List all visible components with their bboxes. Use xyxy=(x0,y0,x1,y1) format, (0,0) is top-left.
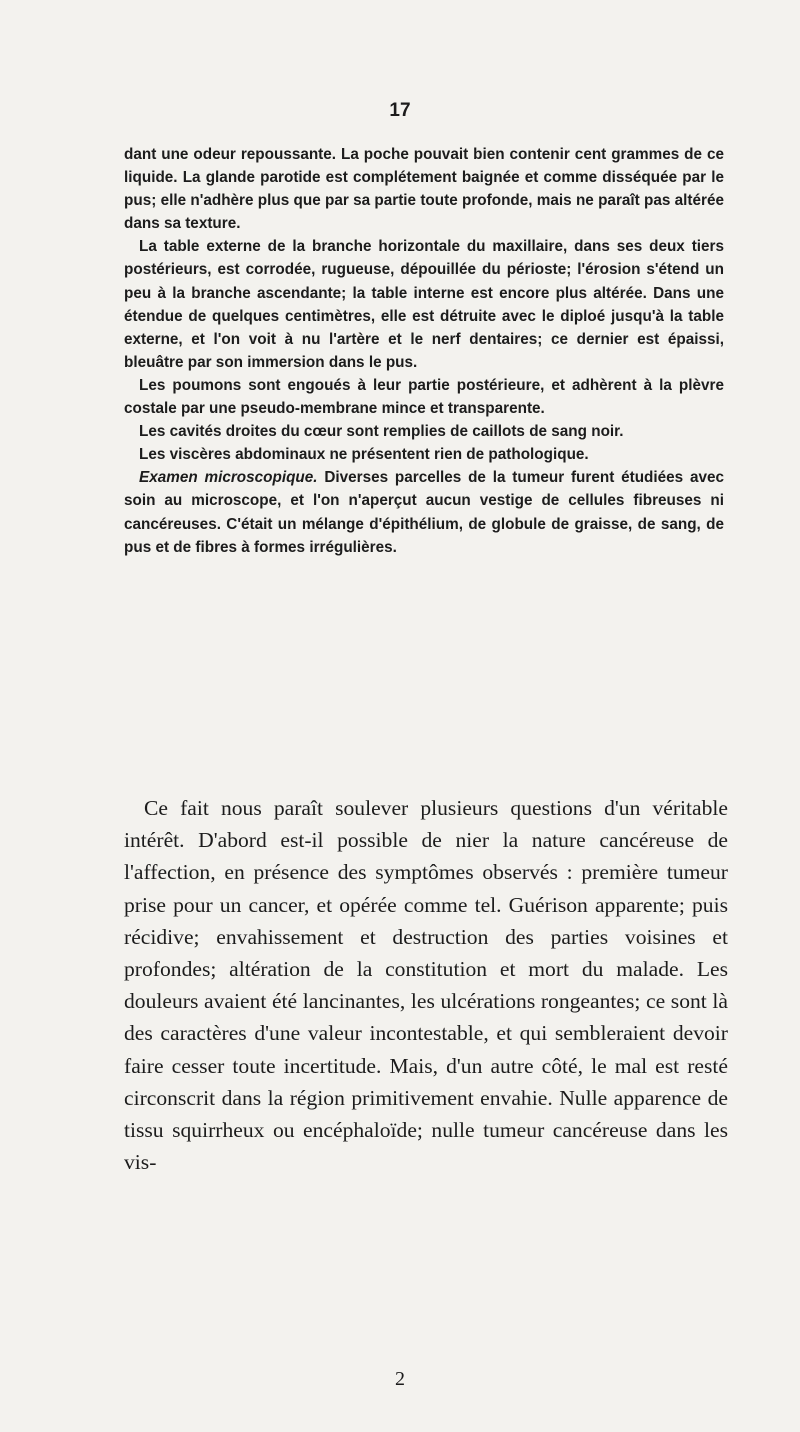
case-report-text xyxy=(124,143,724,559)
paragraph-microscopic-exam xyxy=(124,466,724,558)
page-number: 17 xyxy=(389,100,411,121)
microscopic-exam-heading: Examen microscopique. xyxy=(139,469,318,487)
paragraph-abdomen: Les viscères abdominaux ne présentent rien de pathologique. xyxy=(139,446,589,464)
signature-mark: 2 xyxy=(395,1368,405,1390)
paragraph-lungs: Les poumons sont engoués à leur partie postérieure, et adhèrent à la plèvre costale par une pseudo-membrane mince et transparente. xyxy=(124,376,724,418)
paragraph-liquid-parotid: dant une odeur repoussante. La poche pouvait bien contenir cent grammes de ce liquide. La glande parotide est complétement baignée et comme disséquée par le pus; elle n'adhère plus que par sa partie toute profonde, mais ne paraît pas altérée dans sa texture. xyxy=(124,146,724,233)
discussion-text xyxy=(124,792,728,1178)
paragraph-discussion: Ce fait nous paraît soulever plusieurs questions d'un véritable intérêt. D'abord est-il possible de nier la nature cancéreuse de l'affection, en présence des symptômes observés : première tumeur prise pour un cancer, et opérée comme tel. Guérison apparente; puis récidive; envahissement et destruction des parties voisines et profondes; altération de la constitution et mort du malade. Les douleurs avaient été lancinantes, les ulcérations rongeantes; ce sont là des caractères d'une valeur incontestable, et qui sembleraient devoir faire cesser toute incertitude. Mais, d'un autre côté, le mal est resté circonscrit dans la région primitivement envahie. Nulle apparence de tissu squirrheux ou encéphaloïde; nulle tumeur cancéreuse dans les vis- xyxy=(124,796,728,1175)
paragraph-heart: Les cavités droites du cœur sont remplies de caillots de sang noir. xyxy=(139,423,624,441)
microscopic-exam-body: Diverses parcelles de la tumeur furent étudiées avec soin au microscope, et l'on n'aperçut aucun vestige de cellules fibreuses ni cancéreuses. C'était un mélange d'épithélium, de globule de graisse, de sang, de pus et de fibres à formes irrégulières. xyxy=(124,469,724,556)
paragraph-maxillary-bone: La table externe de la branche horizontale du maxillaire, dans ses deux tiers postérieurs, est corrodée, rugueuse, dépouillée du périoste; l'érosion s'étend un peu à la branche ascendante; la table interne est encore plus altérée. Dans une étendue de quelques centimètres, elle est détruite avec le diploé jusqu'à la table externe, et l'on voit à nu l'artère et le nerf dentaires; ce dernier est épaissi, bleuâtre par son immersion dans le pus. xyxy=(124,238,724,371)
